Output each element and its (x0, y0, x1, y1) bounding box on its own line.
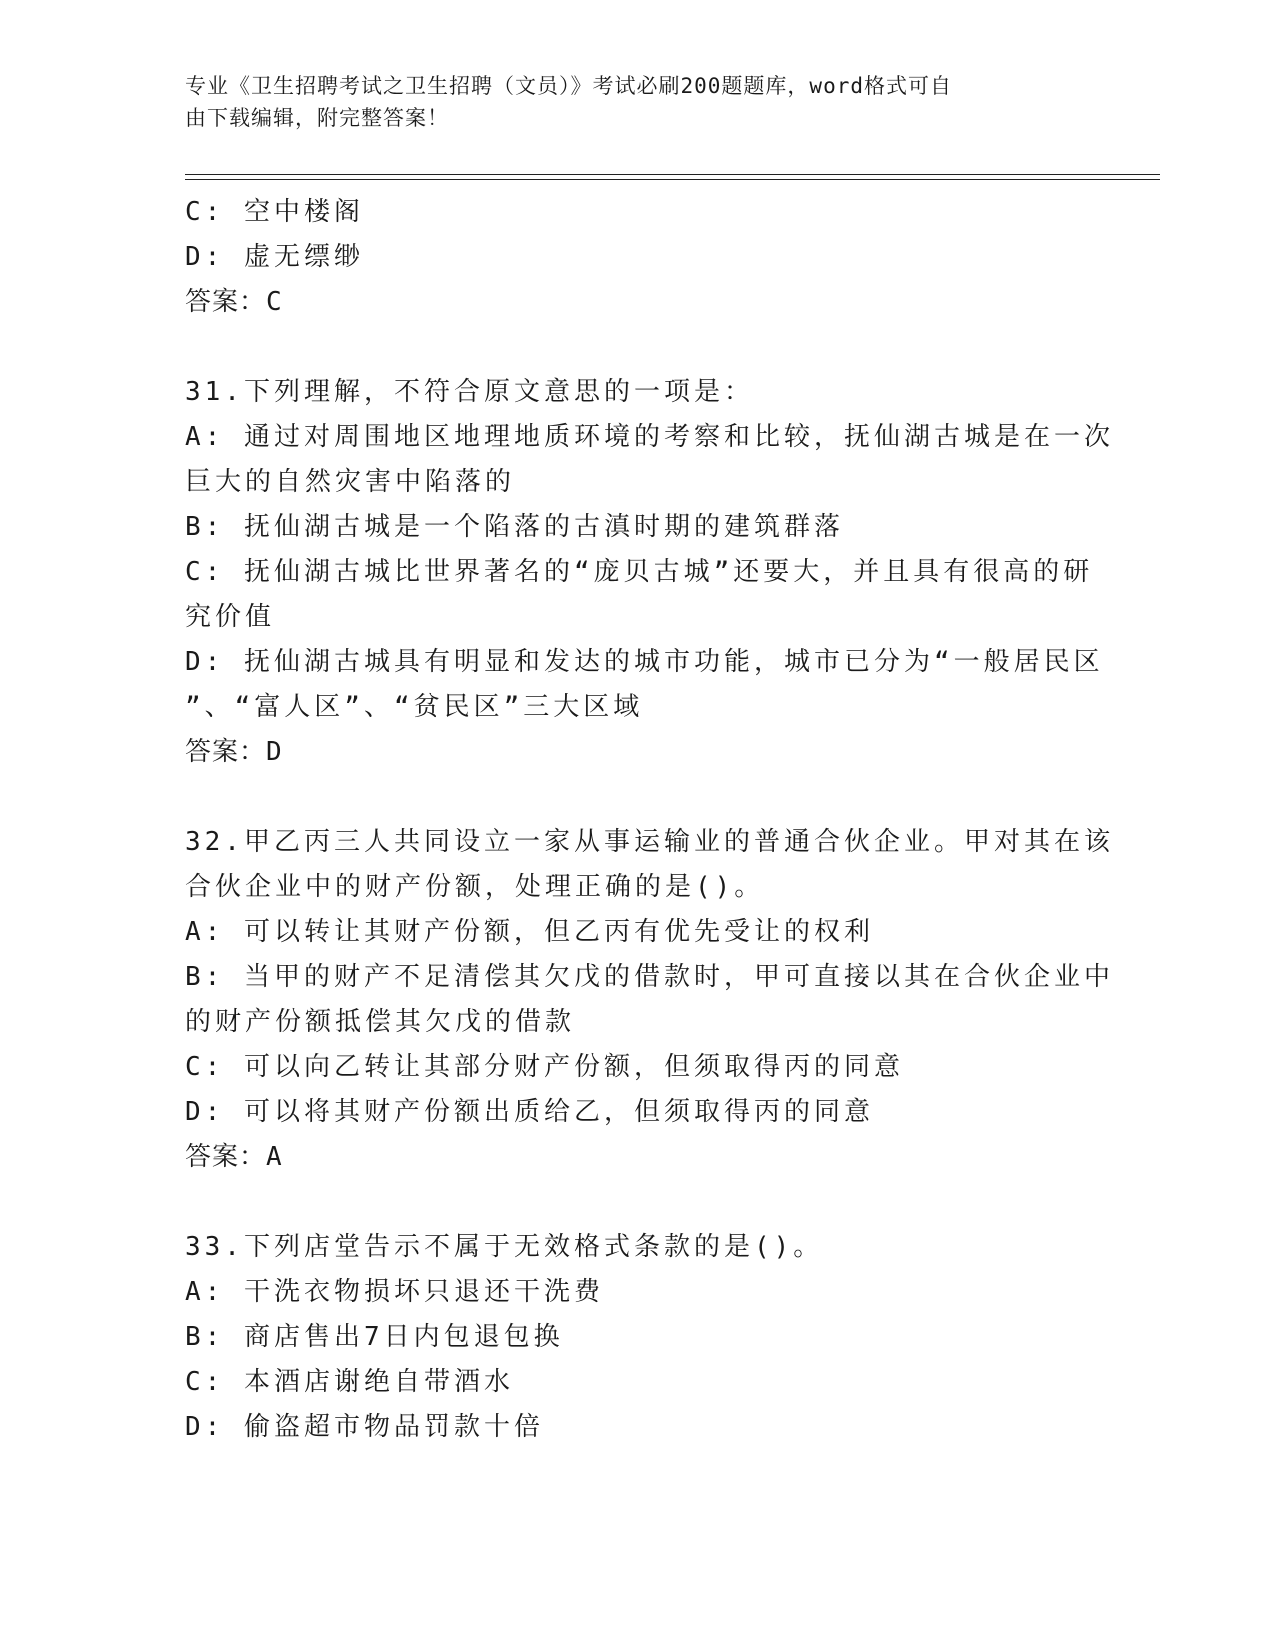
answer-label: 答案： (185, 287, 267, 317)
option-b-cont: 的财产份额抵偿其欠戊的借款 (185, 1007, 576, 1037)
answer-line (185, 280, 1085, 325)
option-c: C: 空中楼阁 (185, 197, 364, 227)
option-d: D: 偷盗超市物品罚款十倍 (185, 1412, 544, 1442)
answer-value: C (266, 287, 283, 317)
question-content (185, 190, 1114, 1450)
option-b: B: 商店售出7日内包退包换 (185, 1322, 564, 1352)
option-a: A: 通过对周围地区地理地质环境的考察和比较，抚仙湖古城是在一次 (185, 422, 1114, 452)
page-header (185, 70, 1065, 134)
answer-value: D (266, 737, 283, 767)
question-stem: 33.下列店堂告示不属于无效格式条款的是()。 (185, 1232, 824, 1262)
header-rule-top (185, 174, 1160, 175)
question-31 (185, 370, 1114, 775)
answer-line (185, 730, 1085, 775)
question-33 (185, 1225, 1085, 1450)
option-a: A: 可以转让其财产份额，但乙丙有优先受让的权利 (185, 917, 874, 947)
option-a: A: 干洗衣物损坏只退还干洗费 (185, 1277, 604, 1307)
answer-label: 答案： (185, 1142, 267, 1172)
option-c-cont: 究价值 (185, 602, 276, 632)
option-c: C: 抚仙湖古城比世界著名的“庞贝古城”还要大，并且具有很高的研 (185, 557, 1094, 587)
answer-line (185, 1135, 1085, 1180)
question-32 (185, 820, 1114, 1180)
option-a-cont: 巨大的自然灾害中陷落的 (185, 467, 516, 497)
header-line-1: 专业《卫生招聘考试之卫生招聘（文员）》考试必刷200题题库，word格式可自 (185, 74, 952, 98)
answer-label: 答案： (185, 737, 267, 767)
question-stem: 32.甲乙丙三人共同设立一家从事运输业的普通合伙企业。甲对其在该 (185, 827, 1114, 857)
question-stem: 31.下列理解，不符合原文意思的一项是： (185, 377, 754, 407)
header-line-2: 由下载编辑，附完整答案！ (185, 106, 449, 130)
header-rule-bottom (185, 179, 1160, 180)
option-d: D: 抚仙湖古城具有明显和发达的城市功能，城市已分为“一般居民区 (185, 647, 1104, 677)
option-b: B: 当甲的财产不足清偿其欠戊的借款时，甲可直接以其在合伙企业中 (185, 962, 1114, 992)
option-b: B: 抚仙湖古城是一个陷落的古滇时期的建筑群落 (185, 512, 844, 542)
option-c: C: 可以向乙转让其部分财产份额，但须取得丙的同意 (185, 1052, 904, 1082)
question-stem-cont: 合伙企业中的财产份额，处理正确的是()。 (185, 872, 765, 902)
question-30-tail (185, 190, 1085, 325)
option-c: C: 本酒店谢绝自带酒水 (185, 1367, 514, 1397)
option-d: D: 虚无缥缈 (185, 242, 364, 272)
option-d: D: 可以将其财产份额出质给乙，但须取得丙的同意 (185, 1097, 874, 1127)
answer-value: A (266, 1142, 283, 1172)
option-d-cont: ”、“富人区”、“贫民区”三大区域 (185, 692, 644, 722)
